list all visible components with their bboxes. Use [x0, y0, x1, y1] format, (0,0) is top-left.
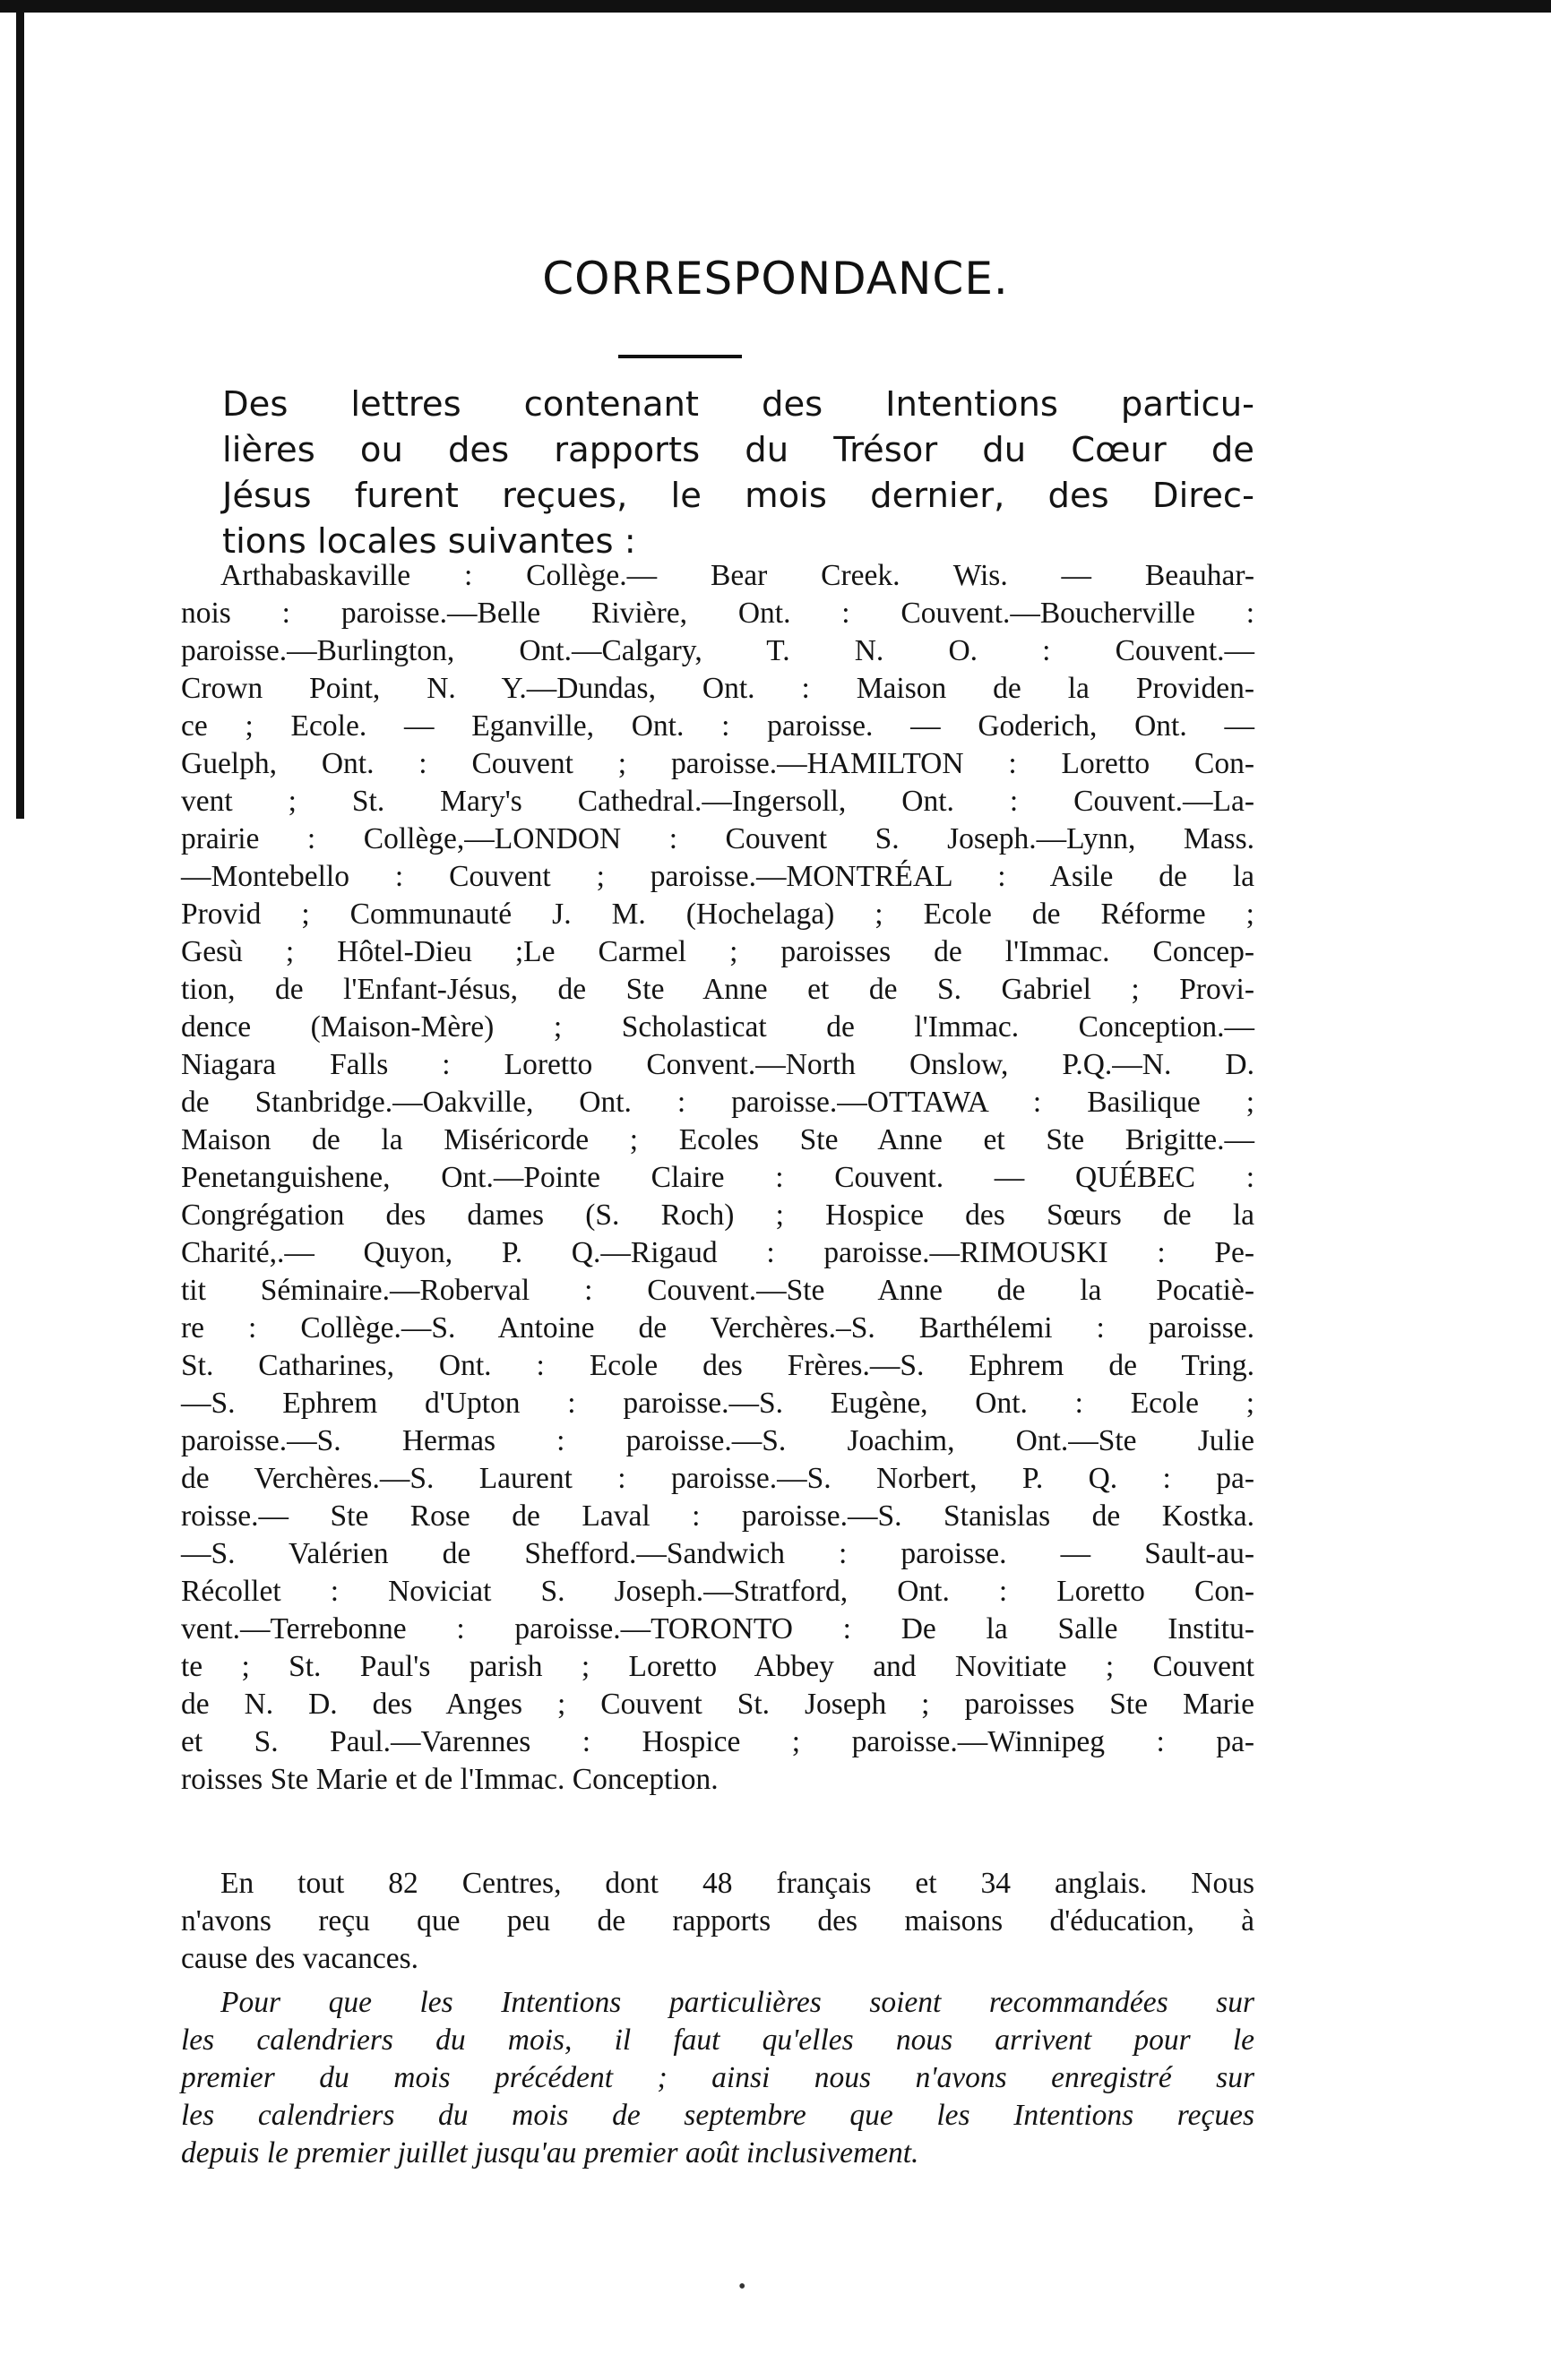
- page-ornament: •: [738, 2275, 746, 2298]
- summary-paragraph: [181, 1865, 1254, 1978]
- directions-line: paroisse.—Burlington, Ont.—Calgary, T. N. O. : Couvent.—: [181, 634, 1254, 667]
- notice-line: depuis le premier juillet jusqu'au premier août inclusivement.: [181, 2136, 919, 2169]
- directions-line: roisses Ste Marie et de l'Immac. Conception.: [181, 1763, 719, 1796]
- directions-line: vent ; St. Mary's Cathedral.—Ingersoll, Ont. : Couvent.—La-: [181, 785, 1254, 818]
- directions-line: —S. Valérien de Shefford.—Sandwich : paroisse. — Sault-au-: [181, 1537, 1254, 1570]
- directions-line: Gesù ; Hôtel-Dieu ;Le Carmel ; paroisses de l'Immac. Concep-: [181, 935, 1254, 968]
- directions-line: nois : paroisse.—Belle Rivière, Ont. : Couvent.—Boucherville :: [181, 597, 1254, 630]
- notice-line: Pour que les Intentions particulières soient recommandées sur: [220, 1986, 1254, 2019]
- directions-line: Congrégation des dames (S. Roch) ; Hospice des Sœurs de la: [181, 1199, 1254, 1232]
- intro-line: Des lettres contenant des Intentions particu-: [222, 384, 1254, 425]
- directions-line: tion, de l'Enfant-Jésus, de Ste Anne et de S. Gabriel ; Provi-: [181, 973, 1254, 1006]
- directions-line: St. Catharines, Ont. : Ecole des Frères.—S. Ephrem de Tring.: [181, 1349, 1254, 1382]
- notice-line: les calendriers du mois, il faut qu'elles nous arrivent pour le: [181, 2023, 1254, 2057]
- directions-line: Charité,.— Quyon, P. Q.—Rigaud : paroisse.—RIMOUSKI : Pe-: [181, 1236, 1254, 1269]
- directions-line: de Stanbridge.—Oakville, Ont. : paroisse.—OTTAWA : Basilique ;: [181, 1086, 1254, 1119]
- top-border-rule: [0, 0, 1551, 13]
- directions-line: prairie : Collège,—LONDON : Couvent S. Joseph.—Lynn, Mass.: [181, 822, 1254, 855]
- directions-line: Arthabaskaville : Collège.— Bear Creek. Wis. — Beauhar-: [220, 559, 1254, 592]
- directions-line: ce ; Ecole. — Eganville, Ont. : paroisse. — Goderich, Ont. —: [181, 709, 1254, 743]
- directions-line: et S. Paul.—Varennes : Hospice ; paroisse.—Winnipeg : pa-: [181, 1725, 1254, 1758]
- directions-line: te ; St. Paul's parish ; Loretto Abbey and Novitiate ; Couvent: [181, 1650, 1254, 1683]
- directions-list: [181, 557, 1254, 1799]
- directions-line: —S. Ephrem d'Upton : paroisse.—S. Eugène, Ont. : Ecole ;: [181, 1387, 1254, 1420]
- notice-line: les calendriers du mois de septembre que les Intentions reçues: [181, 2099, 1254, 2132]
- summary-line: n'avons reçu que peu de rapports des maisons d'éducation, à: [181, 1904, 1254, 1938]
- intro-paragraph: [222, 382, 1254, 564]
- directions-line: roisse.— Ste Rose de Laval : paroisse.—S. Stanislas de Kostka.: [181, 1499, 1254, 1533]
- directions-line: Crown Point, N. Y.—Dundas, Ont. : Maison de la Providen-: [181, 672, 1254, 705]
- directions-line: Provid ; Communauté J. M. (Hochelaga) ; Ecole de Réforme ;: [181, 898, 1254, 931]
- directions-line: Guelph, Ont. : Couvent ; paroisse.—HAMILTON : Loretto Con-: [181, 747, 1254, 780]
- notice-paragraph: [181, 1984, 1254, 2172]
- directions-line: Récollet : Noviciat S. Joseph.—Stratford, Ont. : Loretto Con-: [181, 1575, 1254, 1608]
- directions-line: tit Séminaire.—Roberval : Couvent.—Ste Anne de la Pocatiè-: [181, 1274, 1254, 1307]
- summary-line: cause des vacances.: [181, 1942, 419, 1975]
- directions-line: Niagara Falls : Loretto Convent.—North Onslow, P.Q.—N. D.: [181, 1048, 1254, 1081]
- directions-line: vent.—Terrebonne : paroisse.—TORONTO : De la Salle Institu-: [181, 1612, 1254, 1645]
- notice-line: premier du mois précédent ; ainsi nous n'avons enregistré sur: [181, 2061, 1254, 2094]
- directions-line: de N. D. des Anges ; Couvent St. Joseph ; paroisses Ste Marie: [181, 1688, 1254, 1721]
- left-border-rule: [16, 13, 24, 819]
- title-divider: [618, 355, 742, 358]
- directions-line: Penetanguishene, Ont.—Pointe Claire : Couvent. — QUÉBEC :: [181, 1161, 1254, 1194]
- directions-line: dence (Maison-Mère) ; Scholasticat de l'Immac. Conception.—: [181, 1010, 1254, 1044]
- directions-line: Maison de la Miséricorde ; Ecoles Ste Anne et Ste Brigitte.—: [181, 1123, 1254, 1156]
- page-title: CORRESPONDANCE.: [542, 253, 1009, 305]
- directions-line: paroisse.—S. Hermas : paroisse.—S. Joachim, Ont.—Ste Julie: [181, 1424, 1254, 1457]
- summary-line: En tout 82 Centres, dont 48 français et 34 anglais. Nous: [220, 1867, 1254, 1900]
- directions-line: re : Collège.—S. Antoine de Verchères.–S. Barthélemi : paroisse.: [181, 1311, 1254, 1345]
- intro-line: tions locales suivantes :: [222, 521, 636, 562]
- intro-line: lières ou des rapports du Trésor du Cœur de: [222, 430, 1254, 470]
- directions-line: —Montebello : Couvent ; paroisse.—MONTRÉAL : Asile de la: [181, 860, 1254, 893]
- directions-line: de Verchères.—S. Laurent : paroisse.—S. Norbert, P. Q. : pa-: [181, 1462, 1254, 1495]
- intro-line: Jésus furent reçues, le mois dernier, des Direc-: [222, 476, 1254, 516]
